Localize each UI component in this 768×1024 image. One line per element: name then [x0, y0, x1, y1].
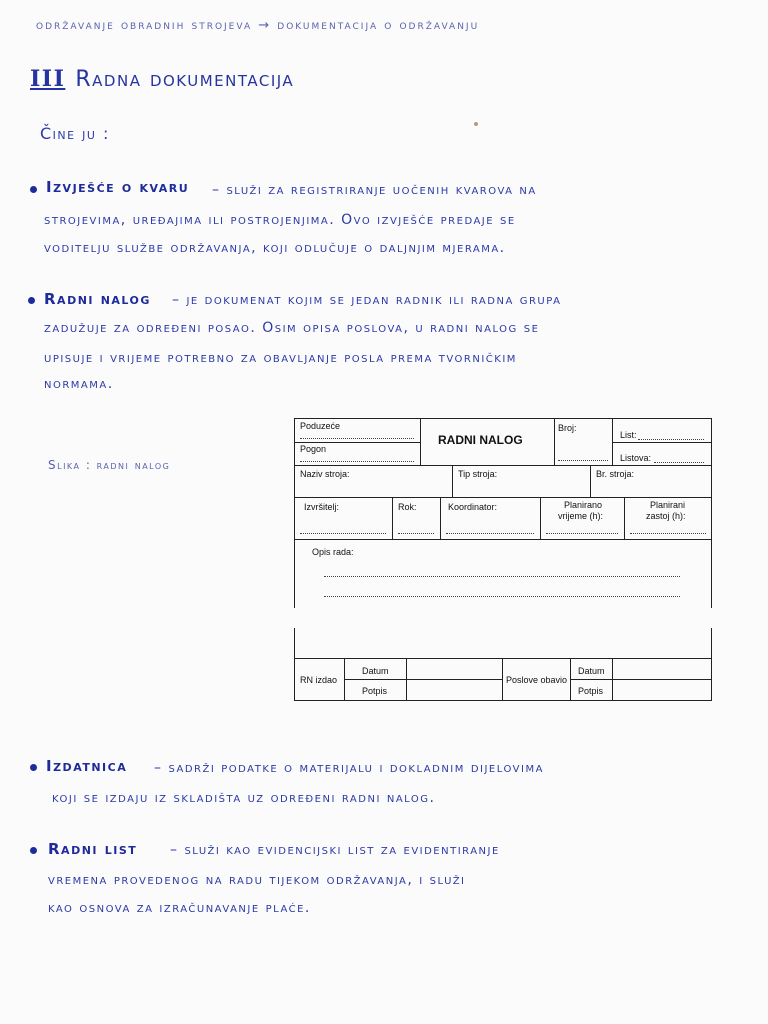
datum-label: Datum	[362, 666, 389, 676]
pogon-label: Pogon	[300, 444, 327, 454]
rok-line	[398, 533, 434, 534]
item-line: koji se izdaju iz skladišta uz određeni radni nalog.	[52, 790, 436, 806]
zastoj-label-2: zastoj (h):	[646, 511, 686, 521]
item-term: Izvješće o kvaru	[46, 178, 190, 196]
intro-text: Čine ju :	[40, 124, 110, 143]
bullet-dot	[30, 847, 37, 854]
list-field[interactable]	[638, 439, 704, 440]
item-line: upisuje i vrijeme potrebno za obavljanje posla prema tvorničkim	[44, 350, 517, 366]
zastoj-label-1: Planirani	[650, 500, 686, 510]
koordinator-label: Koordinator:	[448, 502, 498, 512]
page-header: održavanje obradnih strojeva → dokumentacija o održavanju	[36, 18, 480, 33]
potpis-label: Potpis	[578, 686, 604, 696]
item-line: normama.	[44, 376, 114, 392]
bullet-dot	[30, 186, 37, 193]
item-line: – služi kao evidencijski list za evidentiranje	[170, 842, 500, 858]
poduzece-label: Poduzeće	[300, 421, 341, 431]
izvrsitelj-label: Izvršitelj:	[304, 502, 340, 512]
rn-izdao-label: RN izdao	[300, 675, 338, 685]
work-order-form	[294, 418, 712, 701]
item-line: – služi za registriranje uočenih kvarova na	[212, 182, 537, 198]
form-title: RADNI NALOG	[438, 433, 523, 447]
item-line: – sadrži podatke o materijalu i dokladnim dijelovima	[154, 760, 544, 776]
zastoj-line	[630, 533, 706, 534]
opis-line	[324, 596, 680, 597]
section-title: Radna dokumentacija	[75, 67, 295, 92]
item-term: Radni list	[48, 840, 138, 858]
pogon-field[interactable]	[300, 461, 414, 462]
item-line: – je dokumenat kojim se jedan radnik ili radna grupa	[172, 292, 562, 308]
planirano-label-1: Planirano	[564, 500, 603, 510]
item-term: Izdatnica	[46, 757, 128, 775]
planirano-label-2: vrijeme (h):	[558, 511, 604, 521]
naziv-stroja-label: Naziv stroja:	[300, 469, 350, 479]
izvrsitelj-line	[300, 533, 386, 534]
broj-field[interactable]	[558, 460, 608, 461]
rok-label: Rok:	[398, 502, 417, 512]
figure-caption: Slika : radni nalog	[48, 458, 171, 472]
poduzece-field[interactable]	[300, 438, 414, 439]
potpis-label: Potpis	[362, 686, 388, 696]
listova-field[interactable]	[654, 462, 704, 463]
tip-stroja-label: Tip stroja:	[458, 469, 498, 479]
opis-line	[324, 576, 680, 577]
section-heading	[30, 66, 294, 92]
poslove-obavio-label: Poslove obavio	[506, 675, 568, 685]
item-line: vremena provedenog na radu tijekom održavanja, i služi	[48, 872, 466, 888]
br-stroja-label: Br. stroja:	[596, 469, 635, 479]
opis-rada-label: Opis rada:	[312, 547, 354, 557]
listova-label: Listova:	[620, 453, 652, 463]
bullet-dot	[28, 297, 35, 304]
datum-label: Datum	[578, 666, 605, 676]
bullet-dot	[30, 764, 37, 771]
item-line: voditelju službe održavanja, koji odlučuje o daljnjim mjerama.	[44, 240, 506, 256]
list-label: List:	[620, 430, 637, 440]
item-line: zadužuje za određeni posao. Osim opisa poslova, u radni nalog se	[44, 320, 540, 336]
item-line: kao osnova za izračunavanje plaće.	[48, 900, 311, 916]
koordinator-line	[446, 533, 534, 534]
section-number: III	[30, 66, 66, 92]
item-term: Radni nalog	[44, 290, 151, 308]
planirano-line	[546, 533, 618, 534]
broj-label: Broj:	[558, 423, 577, 433]
item-line: strojevima, uređajima ili postrojenjima. Ovo izvješće predaje se	[44, 212, 516, 228]
paper-speck	[474, 122, 478, 126]
